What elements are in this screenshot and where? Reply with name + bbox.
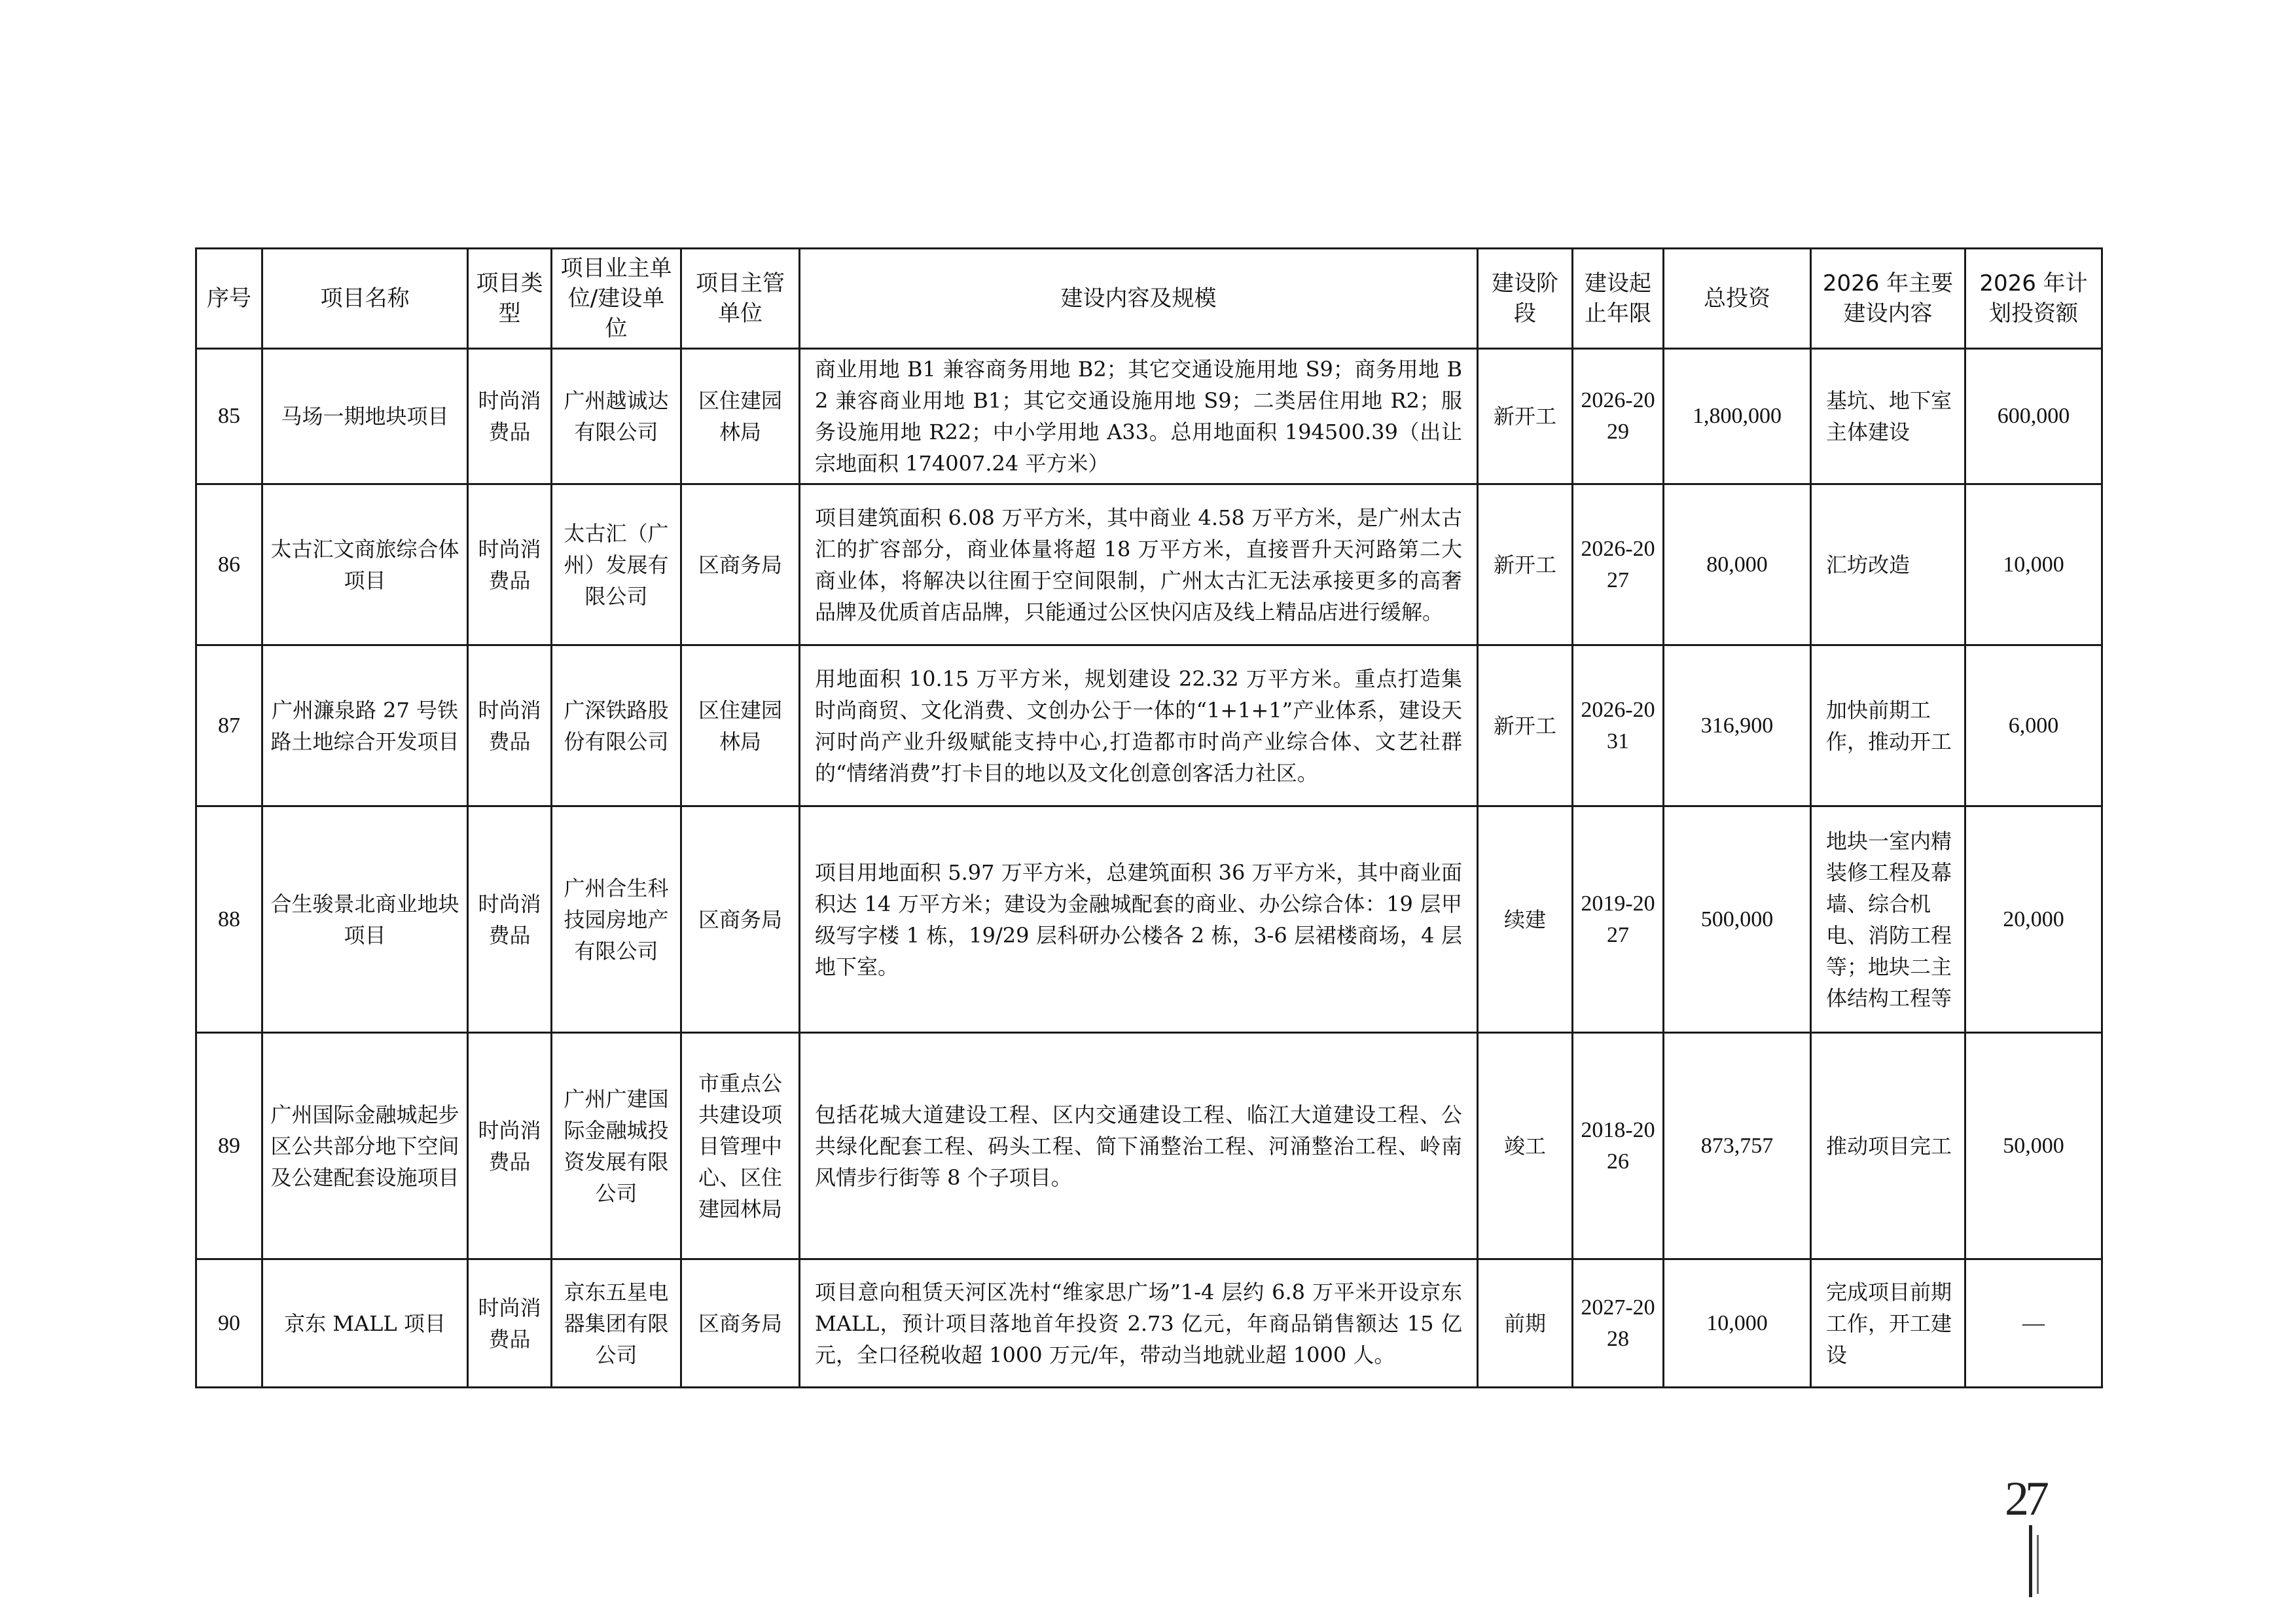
cell-authority: 区住建园林局 [681, 645, 800, 806]
cell-plan-2026: 20,000 [1965, 806, 2102, 1033]
cell-owner: 广州越诚达有限公司 [552, 349, 681, 484]
table-row [196, 645, 2102, 806]
cell-years: 2027-2028 [1573, 1259, 1664, 1388]
cell-total: 1,800,000 [1664, 349, 1811, 484]
cell-stage: 竣工 [1478, 1033, 1573, 1259]
header-name: 项目名称 [262, 249, 468, 349]
cell-index: 90 [196, 1259, 262, 1388]
cell-index: 85 [196, 349, 262, 484]
cell-content: 商业用地 B1 兼容商务用地 B2；其它交通设施用地 S9；商务用地 B2 兼容商业用地 B1；其它交通设施用地 S9；二类居住用地 R2；服务设施用地 R22；中小学用地 A33。总用地面积 194500.39（出让宗地面积 174007.24 平方米） [800, 349, 1478, 484]
table-row [196, 806, 2102, 1033]
cell-plan-2026: 6,000 [1965, 645, 2102, 806]
cell-main-2026: 加快前期工作，推动开工 [1811, 645, 1965, 806]
cell-owner: 京东五星电器集团有限公司 [552, 1259, 681, 1388]
table-row [196, 484, 2102, 645]
cell-type: 时尚消费品 [468, 484, 552, 645]
cell-content: 项目意向租赁天河区冼村“维家思广场”1-4 层约 6.8 万平米开设京东 MALL，预计项目落地首年投资 2.73 亿元，年商品销售额达 15 亿元，全口径税收超 1000 万元/年，带动当地就业超 1000 人。 [800, 1259, 1478, 1388]
cell-main-2026: 基坑、地下室主体建设 [1811, 349, 1965, 484]
cell-years: 2026-2031 [1573, 645, 1664, 806]
cell-total: 316,900 [1664, 645, 1811, 806]
cell-owner: 广州广建国际金融城投资发展有限公司 [552, 1033, 681, 1259]
cell-years: 2026-2027 [1573, 484, 1664, 645]
cell-years: 2018-2026 [1573, 1033, 1664, 1259]
table-row [196, 349, 2102, 484]
header-authority: 项目主管单位 [681, 249, 800, 349]
page-decoration-rule-secondary [2037, 1535, 2039, 1594]
cell-stage: 新开工 [1478, 645, 1573, 806]
header-total: 总投资 [1664, 249, 1811, 349]
cell-stage: 续建 [1478, 806, 1573, 1033]
cell-name: 广州国际金融城起步区公共部分地下空间及公建配套设施项目 [262, 1033, 468, 1259]
header-type: 项目类型 [468, 249, 552, 349]
cell-main-2026: 汇坊改造 [1811, 484, 1965, 645]
header-stage: 建设阶段 [1478, 249, 1573, 349]
cell-type: 时尚消费品 [468, 806, 552, 1033]
cell-plan-2026: — [1965, 1259, 2102, 1388]
cell-stage: 前期 [1478, 1259, 1573, 1388]
cell-main-2026: 地块一室内精装修工程及幕墙、综合机电、消防工程等；地块二主体结构工程等 [1811, 806, 1965, 1033]
cell-total: 873,757 [1664, 1033, 1811, 1259]
table-row [196, 1033, 2102, 1259]
page-number: 27 [2005, 1472, 2045, 1526]
cell-index: 88 [196, 806, 262, 1033]
cell-content: 项目建筑面积 6.08 万平方米，其中商业 4.58 万平方米，是广州太古汇的扩容部分，商业体量将超 18 万平方米，直接晋升天河路第二大商业体，将解决以往囿于空间限制，广州太古汇无法承接更多的高奢品牌及优质首店品牌，只能通过公区快闪店及线上精品店进行缓解。 [800, 484, 1478, 645]
cell-index: 86 [196, 484, 262, 645]
cell-plan-2026: 10,000 [1965, 484, 2102, 645]
header-content: 建设内容及规模 [800, 249, 1478, 349]
cell-authority: 区商务局 [681, 484, 800, 645]
cell-total: 500,000 [1664, 806, 1811, 1033]
cell-stage: 新开工 [1478, 484, 1573, 645]
cell-stage: 新开工 [1478, 349, 1573, 484]
cell-name: 合生骏景北商业地块项目 [262, 806, 468, 1033]
cell-total: 10,000 [1664, 1259, 1811, 1388]
cell-plan-2026: 600,000 [1965, 349, 2102, 484]
header-row [196, 249, 2102, 349]
cell-owner: 广深铁路股份有限公司 [552, 645, 681, 806]
cell-type: 时尚消费品 [468, 349, 552, 484]
page-decoration-rule [2029, 1525, 2032, 1597]
header-owner: 项目业主单位/建设单位 [552, 249, 681, 349]
cell-owner: 广州合生科技园房地产有限公司 [552, 806, 681, 1033]
cell-owner: 太古汇（广州）发展有限公司 [552, 484, 681, 645]
cell-plan-2026: 50,000 [1965, 1033, 2102, 1259]
cell-name: 马场一期地块项目 [262, 349, 468, 484]
cell-type: 时尚消费品 [468, 1033, 552, 1259]
cell-name: 广州濂泉路 27 号铁路土地综合开发项目 [262, 645, 468, 806]
cell-content: 项目用地面积 5.97 万平方米，总建筑面积 36 万平方米，其中商业面积达 14 万平方米；建设为金融城配套的商业、办公综合体：19 层甲级写字楼 1 栋，19/29 层科研办公楼各 2 栋，3-6 层裙楼商场，4 层地下室。 [800, 806, 1478, 1033]
cell-authority: 区商务局 [681, 1259, 800, 1388]
cell-content: 用地面积 10.15 万平方米，规划建设 22.32 万平方米。重点打造集时尚商贸、文化消费、文创办公于一体的“1+1+1”产业体系，建设天河时尚产业升级赋能支持中心,打造都市时尚产业综合体、文艺社群的“情绪消费”打卡目的地以及文化创意创客活力社区。 [800, 645, 1478, 806]
cell-type: 时尚消费品 [468, 645, 552, 806]
cell-main-2026: 推动项目完工 [1811, 1033, 1965, 1259]
cell-index: 89 [196, 1033, 262, 1259]
cell-authority: 区商务局 [681, 806, 800, 1033]
header-plan-2026: 2026 年计划投资额 [1965, 249, 2102, 349]
cell-main-2026: 完成项目前期工作，开工建设 [1811, 1259, 1965, 1388]
header-main-2026: 2026 年主要建设内容 [1811, 249, 1965, 349]
project-table [195, 247, 2103, 1388]
cell-type: 时尚消费品 [468, 1259, 552, 1388]
header-years: 建设起止年限 [1573, 249, 1664, 349]
cell-total: 80,000 [1664, 484, 1811, 645]
cell-name: 太古汇文商旅综合体项目 [262, 484, 468, 645]
cell-years: 2026-2029 [1573, 349, 1664, 484]
cell-years: 2019-2027 [1573, 806, 1664, 1033]
cell-authority: 区住建园林局 [681, 349, 800, 484]
header-index: 序号 [196, 249, 262, 349]
table-row [196, 1259, 2102, 1388]
cell-index: 87 [196, 645, 262, 806]
cell-content: 包括花城大道建设工程、区内交通建设工程、临江大道建设工程、公共绿化配套工程、码头工程、简下涌整治工程、河涌整治工程、岭南风情步行街等 8 个子项目。 [800, 1033, 1478, 1259]
cell-authority: 市重点公共建设项目管理中心、区住建园林局 [681, 1033, 800, 1259]
cell-name: 京东 MALL 项目 [262, 1259, 468, 1388]
